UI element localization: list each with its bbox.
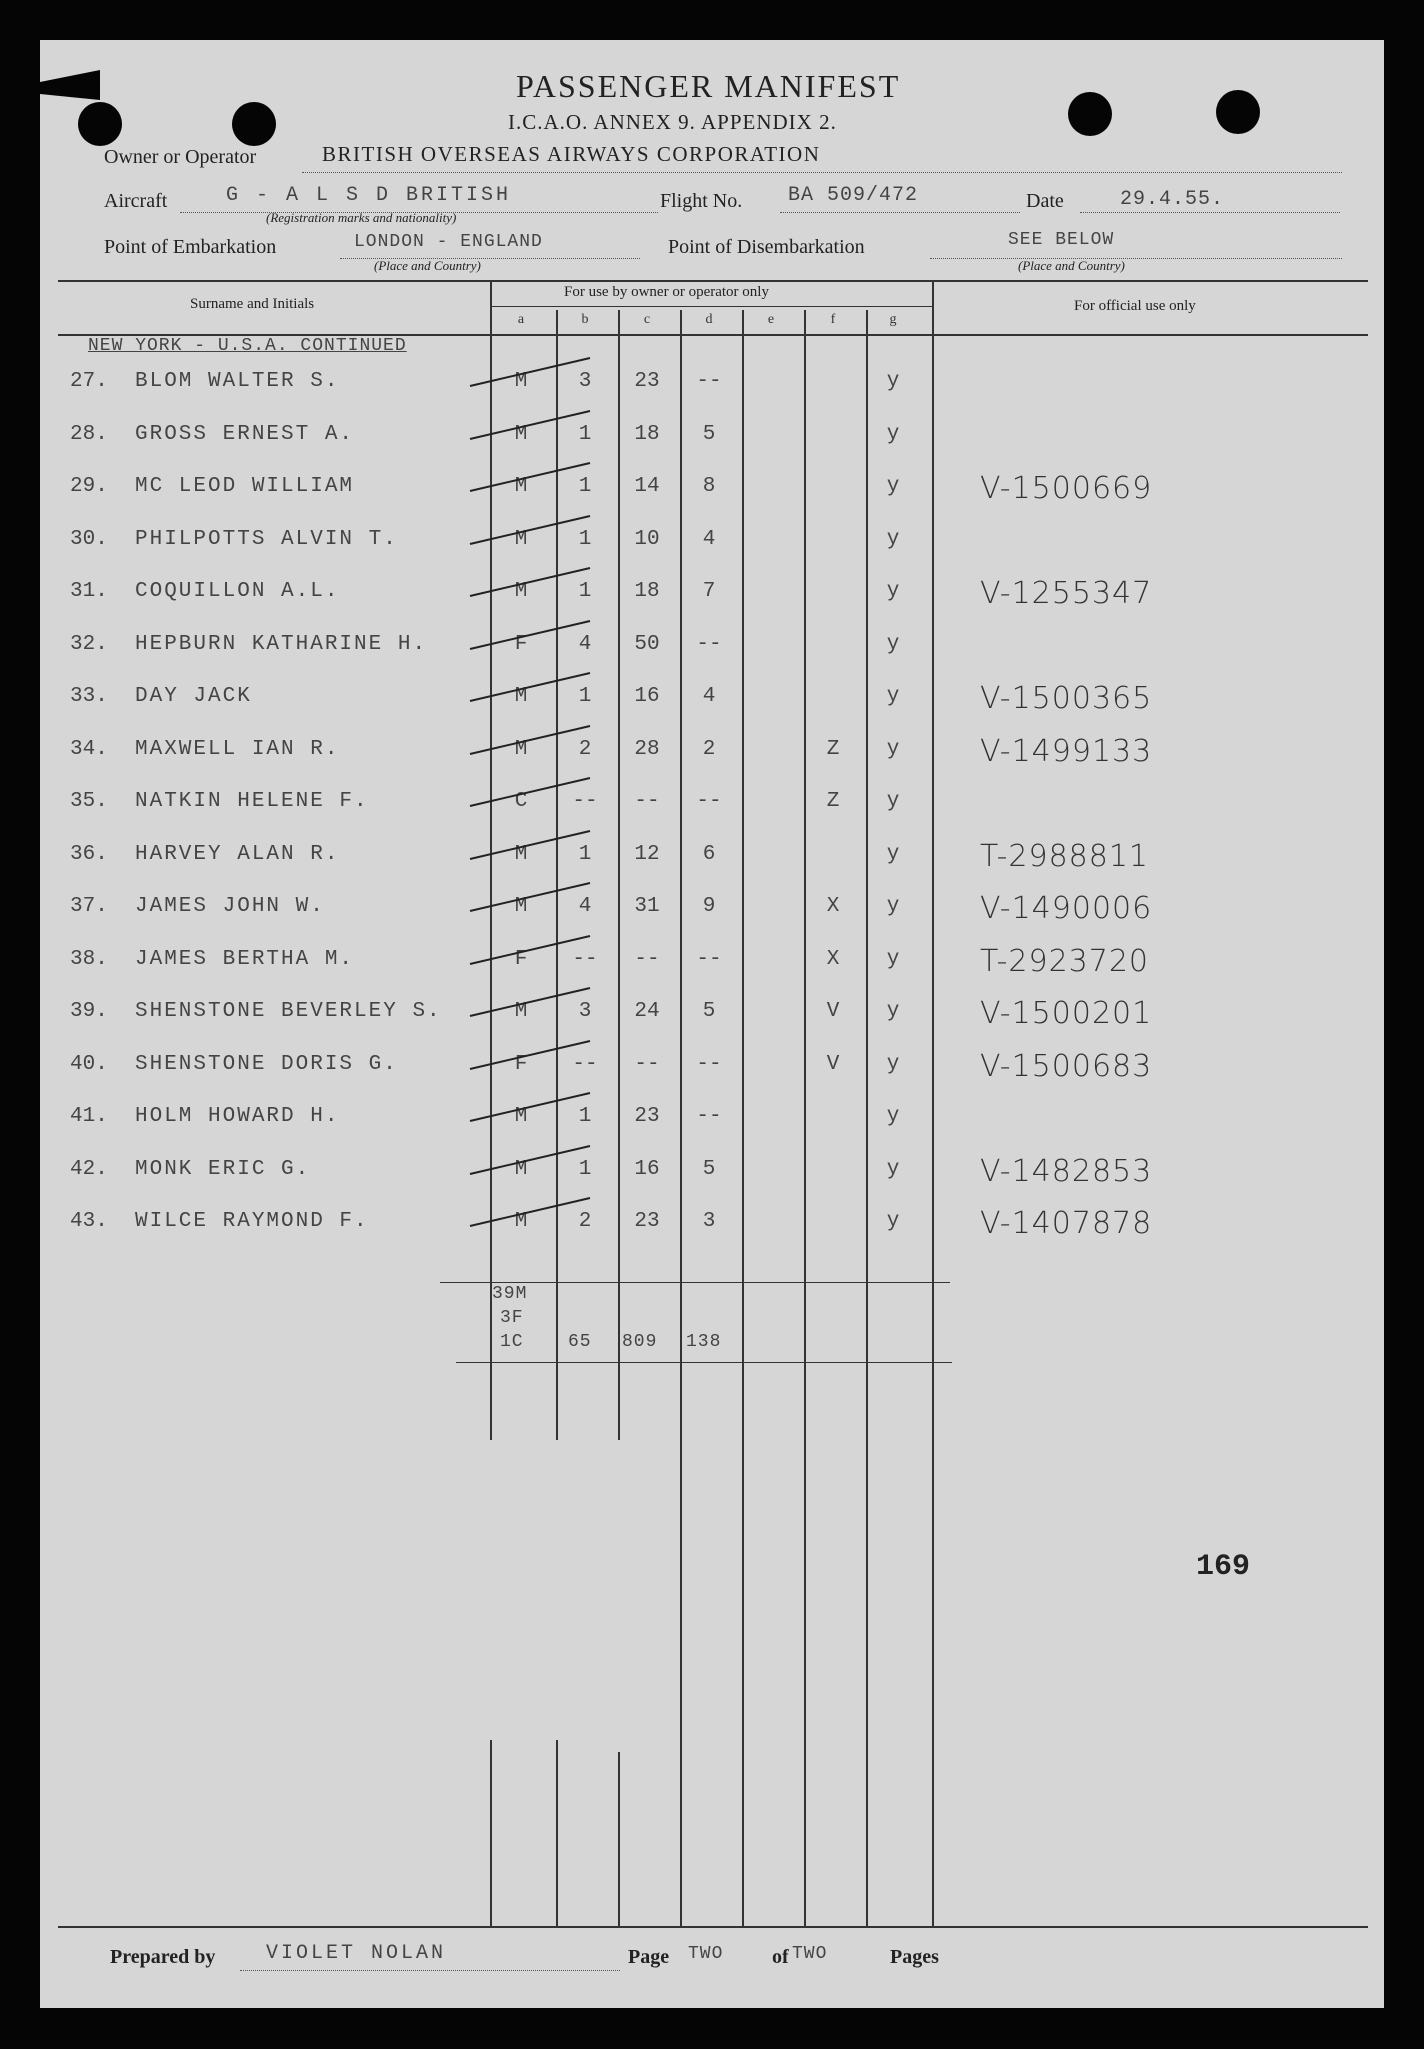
col-b-header: b [581,312,589,327]
cell-c: 50 [634,632,660,656]
total-d: 138 [686,1332,722,1352]
official-number: V-1500683 [980,1048,1153,1084]
cell-d: 4 [702,527,716,551]
table-row [40,1048,1384,1093]
cell-d: 4 [702,685,716,708]
total-c: 809 [622,1332,658,1352]
cell-d: 5 [702,1000,716,1023]
cell-g: y [886,580,900,603]
cell-a: M [514,895,528,918]
official-number: V-1490006 [980,891,1153,926]
row-number: 35. [70,790,108,813]
table-row [40,838,1384,883]
cell-a: M [514,1000,528,1023]
embark-note: (Place and Country) [374,258,481,273]
cell-g: y [886,842,900,866]
table-row [40,528,1384,568]
passenger-name: WILCE RAYMOND F. [135,1210,369,1233]
section-heading: NEW YORK - U.S.A. CONTINUED [88,336,407,356]
row-number: 33. [70,685,108,708]
date-label: Date [1026,190,1064,212]
cell-b: 3 [578,1000,592,1023]
cell-c: 18 [634,422,660,446]
pages-label: Pages [890,1946,939,1968]
table-row [40,1206,1384,1250]
cell-d: -- [696,790,722,813]
passenger-name: MC LEOD WILLIAM [135,475,355,498]
official-number: V-1500201 [980,996,1153,1031]
totals-rule [440,1282,950,1283]
cell-b: -- [572,947,598,971]
column-divider [618,1752,620,1926]
cell-a: M [514,685,528,708]
cell-c: 16 [634,685,660,708]
cell-b: 1 [578,527,592,551]
aircraft-line [180,212,658,213]
row-number: 32. [70,632,108,656]
cell-d: 5 [702,422,716,446]
cell-a: M [514,1210,528,1233]
passenger-name: MONK ERIC G. [135,1157,311,1181]
cell-d: -- [696,1052,722,1076]
cell-d: 3 [702,1210,716,1233]
table-row [40,633,1384,673]
prepared-line [240,1970,620,1971]
owner-label: Owner or Operator [104,146,257,168]
cell-c: 14 [634,475,660,498]
cell-a: M [514,737,528,761]
column-divider [680,1640,682,1664]
cell-b: 1 [578,685,592,708]
cell-b: 1 [578,1157,592,1181]
cell-c: -- [634,1052,660,1076]
row-number: 29. [70,475,108,498]
row-number: 36. [70,842,108,866]
cell-a: M [514,422,528,446]
passenger-name: PHILPOTTS ALVIN T. [135,527,398,551]
row-number: 43. [70,1210,108,1233]
table-row [40,943,1384,988]
table-row [40,1153,1384,1198]
cell-g: y [886,895,900,918]
cell-f: Z [826,737,840,761]
row-number: 27. [70,370,108,393]
cell-a: M [514,475,528,498]
cell-c: 24 [634,1000,660,1023]
row-number: 42. [70,1157,108,1181]
official-number: V-1499133 [980,733,1153,769]
cell-a: M [514,1105,528,1128]
official-number: T-2923720 [980,943,1150,979]
cell-d: 6 [702,842,716,866]
flight-label: Flight No. [660,190,743,212]
cell-g: y [886,1000,900,1023]
cell-a: F [514,947,528,971]
passenger-name: HARVEY ALAN R. [135,842,340,866]
cell-c: -- [634,947,660,971]
cell-b: 1 [578,475,592,498]
flight-line [780,212,1020,213]
aircraft-note: (Registration marks and nationality) [266,210,457,225]
embark-label: Point of Embarkation [104,236,277,258]
cell-a: M [514,1157,528,1181]
row-number: 30. [70,527,108,551]
row-number: 38. [70,947,108,971]
punch-hole-icon [1068,92,1112,136]
passenger-name: HEPBURN KATHARINE H. [135,632,428,656]
column-divider [490,1740,492,1926]
cell-b: 2 [578,1210,592,1233]
official-number: T-2988811 [980,838,1150,874]
table-row [40,790,1384,830]
cell-f: X [826,895,840,918]
cell-g: y [886,475,900,498]
cell-c: 10 [634,527,660,551]
cell-g: y [886,632,900,656]
cell-b: 3 [578,370,592,393]
official-number: V-1500669 [980,471,1153,506]
passenger-name: BLOM WALTER S. [135,370,340,393]
total-child: 1C [500,1332,524,1352]
cell-d: 2 [702,737,716,761]
cell-b: 1 [578,422,592,446]
col-owner-header: For use by owner or operator only [564,284,769,300]
row-number: 37. [70,895,108,918]
cell-d: -- [696,370,722,393]
totals-bottom-rule [456,1362,952,1363]
cell-c: 16 [634,1157,660,1181]
disembark-note: (Place and Country) [1018,258,1125,273]
cell-b: 1 [578,1105,592,1128]
cell-c: 28 [634,737,660,761]
cell-d: -- [696,947,722,971]
cell-g: y [886,1052,900,1076]
cell-b: -- [572,1052,598,1076]
cell-a: F [514,632,528,656]
cell-b: 4 [578,895,592,918]
cell-c: 23 [634,1105,660,1128]
table-top-rule [58,280,1368,282]
cell-d: 5 [702,1157,716,1181]
of-value: TWO [792,1944,828,1964]
total-female: 3F [500,1308,524,1328]
col-surname-header: Surname and Initials [190,296,315,312]
cell-d: 9 [702,895,716,918]
col-f-header: f [830,312,836,327]
stamp-number: 169 [1196,1550,1251,1584]
table-row [40,1105,1384,1145]
cell-a: C [514,790,528,813]
col-e-header: e [767,312,775,327]
table-row [40,576,1384,620]
cell-c: 23 [634,1210,660,1233]
row-number: 31. [70,580,108,603]
page-value: TWO [688,1944,724,1964]
official-number: V-1407878 [980,1206,1153,1241]
passenger-name: GROSS ERNEST A. [135,422,355,446]
passenger-name: JAMES BERTHA M. [135,947,355,971]
manifest-sheet [40,40,1384,2008]
cell-f: X [826,947,840,971]
official-number: V-1500365 [980,681,1153,716]
passenger-name: JAMES JOHN W. [135,895,325,918]
row-number: 41. [70,1105,108,1128]
embark-value: LONDON - ENGLAND [354,232,543,252]
passenger-name: DAY JACK [135,685,252,708]
of-label: of [772,1946,789,1968]
col-official-header: For official use only [1074,298,1196,314]
table-row [40,370,1384,410]
cell-f: V [826,1000,840,1023]
cell-b: 1 [578,580,592,603]
cell-d: 7 [702,580,716,603]
embark-line [340,258,640,259]
aircraft-value: G - A L S D BRITISH [226,184,512,207]
col-a-header: a [517,312,525,327]
cell-b: 2 [578,737,592,761]
cell-g: y [886,685,900,708]
page-title: PASSENGER MANIFEST [516,68,901,104]
passenger-name: MAXWELL IAN R. [135,737,340,761]
cell-a: M [514,527,528,551]
disembark-value: SEE BELOW [1008,230,1115,250]
owner-value: BRITISH OVERSEAS AIRWAYS CORPORATION [322,142,821,166]
passenger-name: SHENSTONE BEVERLEY S. [135,1000,442,1023]
cell-c: 23 [634,370,660,393]
table-bottom-rule [58,1926,1368,1928]
flight-value: BA 509/472 [788,184,919,207]
cell-b: -- [572,790,598,813]
table-row [40,471,1384,515]
total-male: 39M [492,1284,528,1304]
cell-b: 1 [578,842,592,866]
table-row [40,423,1384,463]
cell-c: 31 [634,895,660,918]
row-number: 40. [70,1052,108,1076]
column-divider [556,1740,558,1926]
page-label: Page [628,1946,670,1968]
table-row [40,681,1384,725]
official-number: V-1482853 [980,1153,1153,1189]
table-row [40,733,1384,778]
table-row [40,996,1384,1040]
cell-c: -- [634,790,660,813]
col-c-header: c [643,312,651,327]
prepared-label: Prepared by [110,1946,216,1968]
cell-a: M [514,842,528,866]
subheader-rule [492,306,932,307]
cell-a: M [514,370,528,393]
page-subtitle: I.C.A.O. ANNEX 9. APPENDIX 2. [508,110,837,134]
col-g-header: g [889,312,897,327]
cell-g: y [886,737,900,761]
cell-g: y [886,1210,900,1233]
total-b: 65 [568,1332,592,1352]
cell-b: 4 [578,632,592,656]
cell-g: y [886,527,900,551]
punch-hole-icon [232,102,276,146]
cell-g: y [886,1157,900,1181]
disembark-line [930,258,1342,259]
cell-g: y [886,422,900,446]
cell-f: V [826,1052,840,1076]
cell-g: y [886,1105,900,1128]
passenger-name: COQUILLON A.L. [135,580,340,603]
passenger-name: HOLM HOWARD H. [135,1105,340,1128]
cell-g: y [886,947,900,971]
punch-hole-icon [78,102,122,146]
prepared-value: VIOLET NOLAN [266,1942,447,1965]
table-row [40,891,1384,935]
cell-d: 8 [702,475,716,498]
aircraft-label: Aircraft [104,190,168,212]
disembark-label: Point of Disembarkation [668,236,865,258]
cell-c: 18 [634,580,660,603]
cell-d: -- [696,632,722,656]
cell-c: 12 [634,842,660,866]
cell-d: -- [696,1105,722,1128]
row-number: 28. [70,422,108,446]
owner-line [302,172,1342,173]
passenger-name: SHENSTONE DORIS G. [135,1052,398,1076]
col-d-header: d [705,312,713,327]
cell-a: M [514,580,528,603]
official-number: V-1255347 [980,576,1153,611]
passenger-name: NATKIN HELENE F. [135,790,369,813]
cell-g: y [886,790,900,813]
cell-a: F [514,1052,528,1076]
row-number: 34. [70,737,108,761]
date-value: 29.4.55. [1120,188,1225,211]
date-line [1080,212,1340,213]
torn-corner [40,70,100,100]
cell-g: y [886,370,900,393]
cell-f: Z [826,790,840,813]
row-number: 39. [70,1000,108,1023]
punch-hole-icon [1216,90,1260,134]
